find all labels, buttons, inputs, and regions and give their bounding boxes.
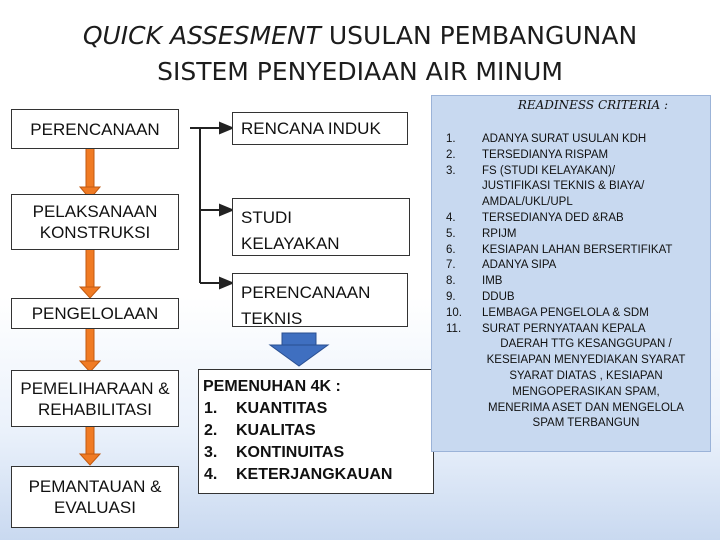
stage-label: PERENCANAAN [30, 119, 160, 139]
criteria-title: READINESS CRITERIA : [517, 98, 668, 112]
criteria-item: 10. LEMBAGA PENGELOLA & SDM [446, 306, 649, 319]
output-perencanaan-teknis [232, 273, 408, 327]
criteria-item: 7. ADANYA SIPA [446, 259, 557, 272]
title-italic-part: QUICK ASSESMENT [82, 21, 321, 50]
fulfilment-item: 2. KUALITAS [204, 422, 316, 439]
criteria-continuation-line: SYARAT DIATAS , KESIAPAN [509, 369, 663, 382]
fulfilment-item: 4. KETERJANGKAUAN [204, 466, 393, 483]
criteria-item: 6. KESIAPAN LAHAN BERSERTIFIKAT [446, 243, 673, 256]
criteria-item: 4. TERSEDIANYA DED &RAB [446, 211, 624, 224]
criteria-continuation-line: MENERIMA ASET DAN MENGELOLA [488, 401, 684, 414]
criteria-item: 1. ADANYA SURAT USULAN KDH [446, 133, 647, 145]
criteria-item-cont: JUSTIFIKASI TEKNIS & BIAYA/ [482, 180, 645, 193]
stage-pengelolaan [11, 298, 179, 329]
arrow-to-perencanaan-teknis [220, 278, 232, 288]
stage-pemantauan-evaluasi [11, 466, 179, 528]
down-arrow-3 [80, 328, 100, 372]
title-line-2: SISTEM PENYEDIAAN AIR MINUM [157, 57, 563, 86]
output-label: RENCANA INDUK [241, 119, 381, 138]
criteria-item: 3. FS (STUDI KELAYAKAN)/ [446, 164, 616, 177]
stage-pelaksanaan-konstruksi [11, 194, 179, 250]
fulfilment-4k-box [198, 369, 434, 494]
stage-label: PEMANTAUAN & EVALUASI [28, 477, 162, 517]
readiness-criteria-panel [431, 95, 711, 452]
down-arrow-4 [80, 426, 100, 465]
stage-label: PELAKSANAAN KONSTRUKSI [32, 202, 158, 242]
stage-label: PEMELIHARAAN & REHABILITASI [20, 378, 170, 419]
criteria-continuation-line: DAERAH TTG KESANGGUPAN / [500, 338, 672, 351]
criteria-item: 8. IMB [446, 275, 503, 288]
arrow-to-rencana-induk [220, 123, 232, 133]
criteria-item-cont: AMDAL/UKL/UPL [482, 196, 573, 209]
title-line-1-rest: USULAN PEMBANGUNAN [320, 21, 638, 50]
stage-pemeliharaan-rehabilitasi [11, 370, 179, 427]
criteria-item: 9. DDUB [446, 290, 515, 303]
stage-label: PENGELOLAAN [31, 304, 159, 323]
fulfilment-item: 1. KUANTITAS [204, 400, 328, 417]
criteria-item: 5. RPIJM [446, 227, 517, 240]
criteria-continuation-line: KESEIAPAN MENYEDIAKAN SYARAT [486, 354, 686, 367]
fulfilment-item: 3. KONTINUITAS [204, 444, 345, 461]
stage-perencanaan [11, 109, 179, 149]
fulfilment-heading: PEMENUHAN 4K : [203, 378, 341, 395]
output-label: STUDI KELAYAKAN [241, 208, 340, 253]
down-arrow-1 [80, 148, 100, 199]
criteria-item: 2. TERSEDIANYA RISPAM [446, 148, 609, 161]
criteria-item: 11. SURAT PERNYATAAN KEPALA [446, 322, 646, 335]
criteria-continuation-line: MENGOPERASIKAN SPAM, [512, 385, 660, 398]
arrow-to-studi-kelayakan [220, 205, 232, 215]
down-arrow-2 [80, 249, 100, 298]
criteria-list [446, 132, 706, 432]
output-studi-kelayakan [232, 198, 410, 256]
criteria-continuation-line: SPAM TERBANGUN [532, 417, 640, 430]
blue-down-arrow [270, 333, 328, 366]
output-rencana-induk [232, 112, 408, 145]
output-label: PERENCANAAN TEKNIS [241, 283, 371, 328]
